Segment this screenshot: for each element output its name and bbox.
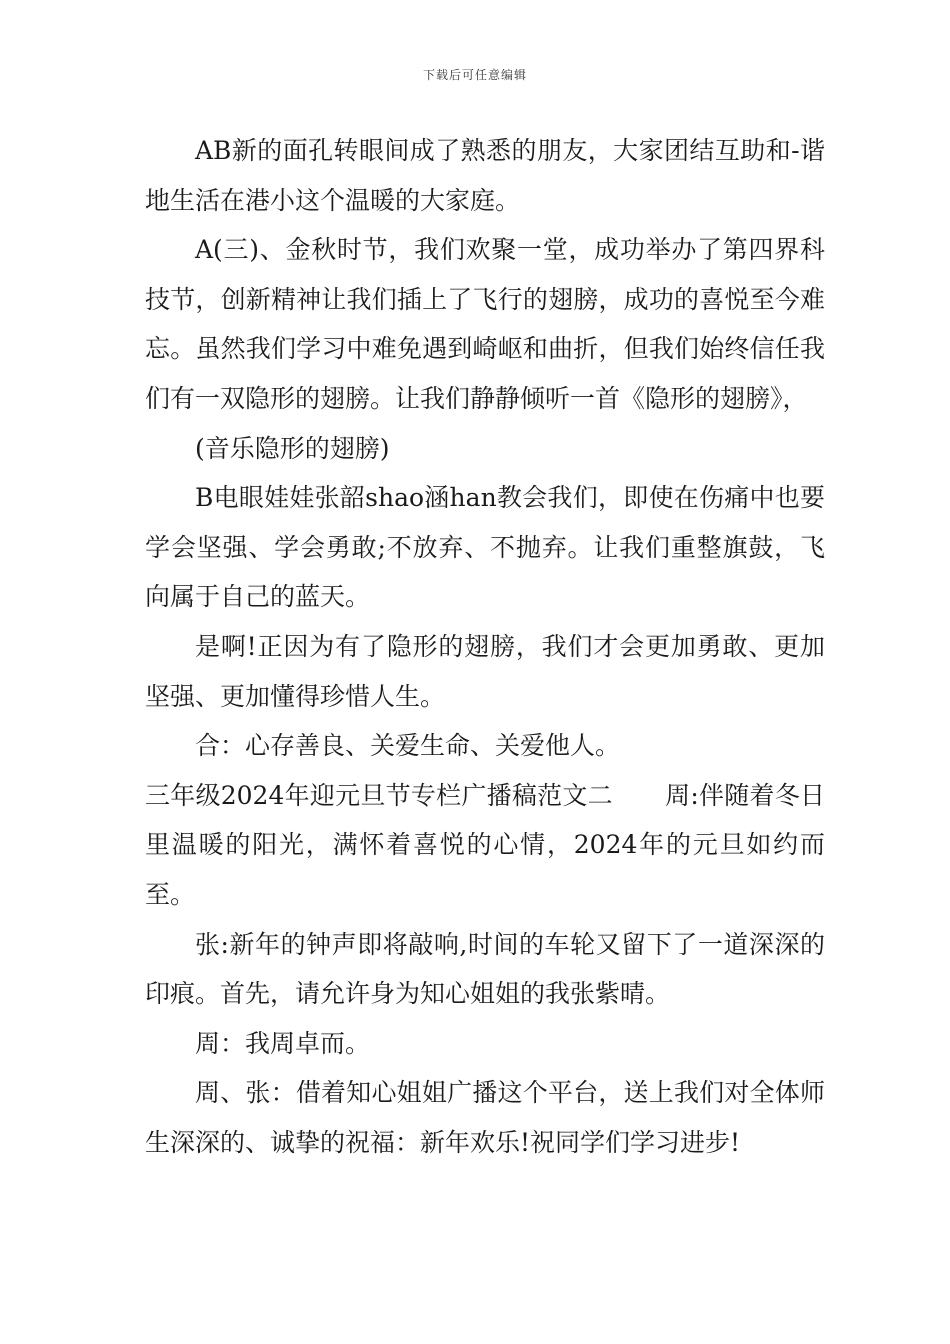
paragraph-zhou-intro: 周：我周卓而。	[195, 1028, 371, 1058]
page-header-note: 下载后可任意编辑	[422, 68, 527, 82]
section-two-paragraph	[145, 771, 825, 920]
document-body	[145, 126, 825, 1167]
section-two-title: 三年级2024年迎元旦节专栏广播稿范文二	[145, 780, 613, 810]
paragraph-science-festival: A(三)、金秋时节，我们欢聚一堂，成功举办了第四界科技节，创新精神让我们插上了飞行的翅膀，成功的喜悦至今难忘。虽然我们学习中难免遇到崎岖和曲折，但我们始终信任我们有一双隐形的翅膀。让我们静静倾听一首《隐形的翅膀》，	[145, 235, 825, 413]
paragraph-invisible-wings: 是啊!正因为有了隐形的翅膀，我们才会更加勇敢、更加坚强、更加懂得珍惜人生。	[145, 631, 825, 711]
paragraph-together: 合：心存善良、关爱生命、关爱他人。	[195, 731, 621, 761]
section-two-first-line: 周:伴随着冬日里温暖的阳光，满怀着喜悦的心情，2024年的元旦如约而至。	[145, 780, 825, 909]
paragraph-blessing: 周、张：借着知心姐姐广播这个平台，送上我们对全体师生深深的、诚挚的祝福：新年欢乐!祝同学们学习进步!	[145, 1078, 825, 1157]
paragraph-music-cue: (音乐隐形的翅膀)	[195, 433, 390, 463]
paragraph-new-faces: AB新的面孔转眼间成了熟悉的朋友，大家团结互助和-谐地生活在港小这个温暖的大家庭。	[145, 136, 825, 215]
paragraph-zhang-intro: 张:新年的钟声即将敲响,时间的车轮又留下了一道深深的印痕。首先，请允许身为知心姐姐的我张紫晴。	[145, 929, 825, 1009]
paragraph-electric-eye: B电眼娃娃张韶shao涵han教会我们，即使在伤痛中也要学会坚强、学会勇敢;不放弃、不抛弃。让我们重整旗鼓，飞向属于自己的蓝天。	[145, 483, 825, 612]
